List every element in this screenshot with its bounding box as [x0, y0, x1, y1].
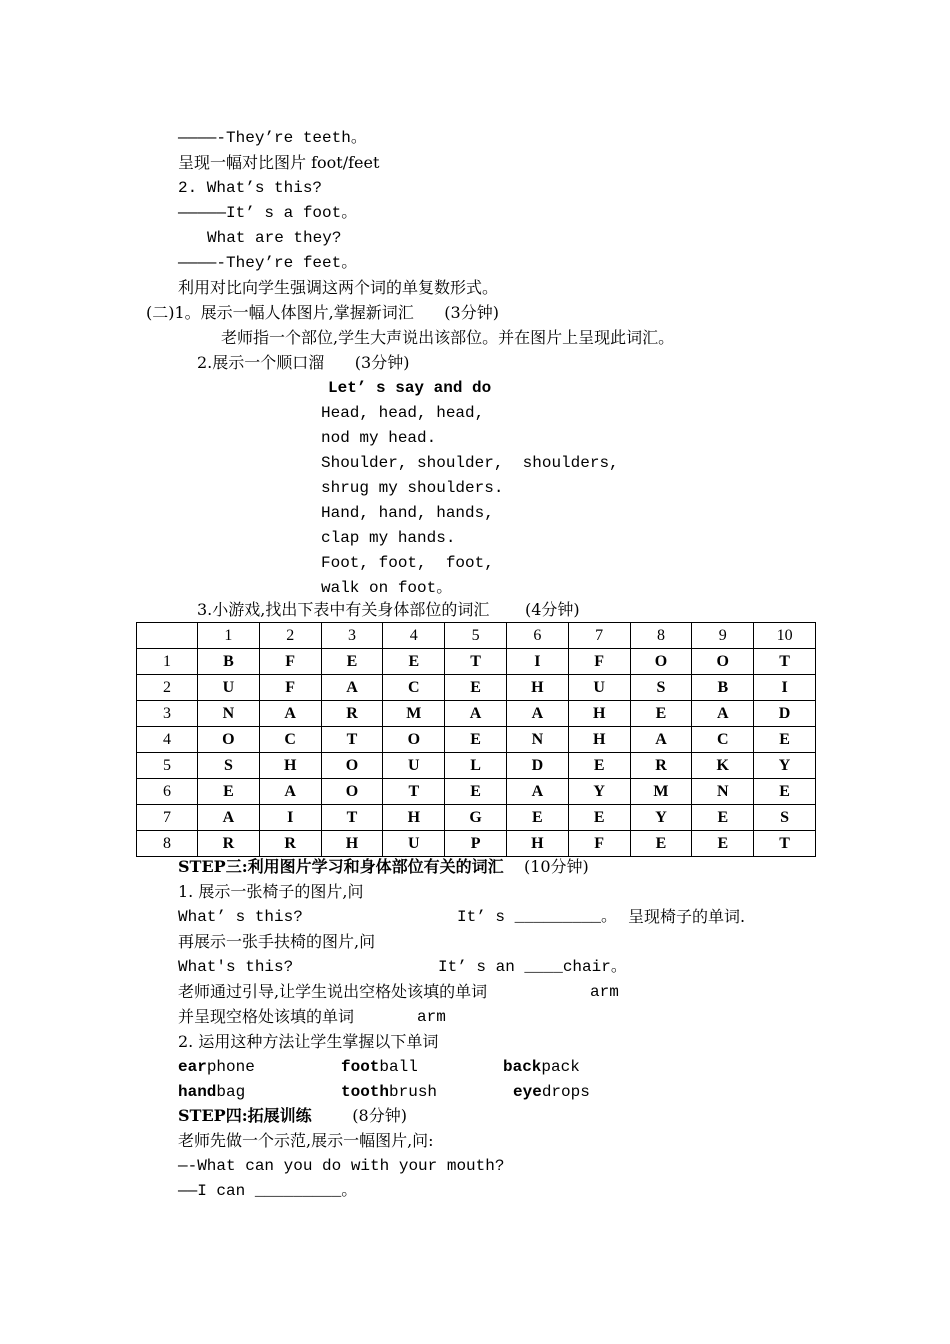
grid-header-cell: 10 — [754, 623, 816, 649]
step3-answer-2: It’ s an ____chair。 — [438, 958, 627, 976]
grid-letter-cell: T — [383, 779, 445, 805]
grid-letter-cell: D — [754, 701, 816, 727]
step3-guide: 老师通过引导,让学生说出空格处该填的单词 — [178, 982, 488, 1001]
grid-row-number: 1 — [137, 649, 198, 675]
chant-line: clap my hands. — [321, 529, 456, 547]
grid-letter-cell: A — [692, 701, 754, 727]
grid-letter-cell: E — [383, 649, 445, 675]
grid-row-number: 6 — [137, 779, 198, 805]
grid-letter-cell: M — [383, 701, 445, 727]
grid-row-number: 7 — [137, 805, 198, 831]
grid-letter-cell: E — [445, 779, 507, 805]
grid-letter-cell: H — [321, 831, 383, 857]
grid-letter-cell: A — [445, 701, 507, 727]
grid-letter-cell: S — [754, 805, 816, 831]
grid-letter-cell: A — [506, 779, 568, 805]
chant-line: nod my head. — [321, 429, 437, 447]
compare-foot-feet: 呈现一幅对比图片 foot/feet — [178, 153, 380, 172]
compound-word — [178, 1057, 255, 1077]
grid-letter-cell: B — [198, 649, 260, 675]
grid-letter-cell: U — [198, 675, 260, 701]
grid-letter-cell: E — [198, 779, 260, 805]
grid-letter-cell: E — [754, 727, 816, 753]
word-rest-part: bag — [216, 1083, 246, 1101]
word-bold-part: back — [503, 1058, 542, 1076]
step4-heading — [178, 1106, 407, 1126]
grid-letter-cell: Y — [568, 779, 630, 805]
teacher-point-instruction: 老师指一个部位,学生大声说出该部位。并在图片上呈现此词汇。 — [221, 328, 675, 347]
grid-letter-cell: N — [198, 701, 260, 727]
answer-feet: ————-They’re feet。 — [178, 254, 358, 272]
grid-header-cell: 6 — [506, 623, 568, 649]
word-rest-part: drops — [541, 1083, 590, 1101]
grid-letter-cell: O — [692, 649, 754, 675]
grid-letter-cell: T — [754, 649, 816, 675]
step3-show-word: 呈现椅子的单词. — [628, 907, 746, 926]
grid-letter-cell: A — [259, 701, 321, 727]
step4-demo: 老师先做一个示范,展示一幅图片,问: — [178, 1131, 434, 1150]
grid-row — [137, 675, 816, 701]
grid-header-cell: 8 — [630, 623, 692, 649]
step3-title: STEP三:利用图片学习和身体部位有关的词汇 — [178, 857, 504, 876]
grid-letter-cell: E — [568, 805, 630, 831]
grid-row-number: 3 — [137, 701, 198, 727]
chant-line: Foot, foot, foot, — [321, 554, 494, 572]
grid-row — [137, 701, 816, 727]
grid-letter-cell: R — [630, 753, 692, 779]
grid-letter-cell: Y — [754, 753, 816, 779]
step3-show-chair: 1. 展示一张椅子的图片,问 — [178, 882, 364, 901]
compound-word — [341, 1082, 437, 1102]
grid-header-row — [137, 623, 816, 649]
game-heading: 3.小游戏,找出下表中有关身体部位的词汇 (4分钟) — [197, 600, 580, 619]
contrast-note: 利用对比向学生强调这两个词的单复数形式。 — [178, 278, 499, 297]
step4-time: (8分钟) — [352, 1106, 407, 1125]
grid-letter-cell: N — [506, 727, 568, 753]
chant-line: Hand, hand, hands, — [321, 504, 494, 522]
grid-row — [137, 649, 816, 675]
answer-teeth: ————-They’re teeth。 — [178, 129, 367, 147]
grid-row-number: 2 — [137, 675, 198, 701]
step3-answer-1: It’ s _________。 — [457, 908, 618, 926]
grid-letter-cell: I — [259, 805, 321, 831]
grid-letter-cell: A — [630, 727, 692, 753]
section-two-heading: (二)1。展示一幅人体图片,掌握新词汇 (3分钟) — [146, 303, 499, 322]
word-rest-part: pack — [541, 1058, 580, 1076]
grid-letter-cell: F — [259, 675, 321, 701]
grid-letter-cell: N — [692, 779, 754, 805]
grid-letter-cell: H — [506, 831, 568, 857]
grid-letter-cell: R — [198, 831, 260, 857]
grid-letter-cell: C — [692, 727, 754, 753]
grid-row — [137, 805, 816, 831]
grid-row-number: 4 — [137, 727, 198, 753]
compound-word — [503, 1057, 580, 1077]
grid-row — [137, 831, 816, 857]
grid-letter-cell: E — [754, 779, 816, 805]
grid-letter-cell: O — [198, 727, 260, 753]
chant-line: shrug my shoulders. — [321, 479, 504, 497]
grid-letter-cell: T — [321, 805, 383, 831]
grid-letter-cell: E — [568, 753, 630, 779]
step3-guide-word: arm — [590, 983, 619, 1001]
grid-letter-cell: E — [321, 649, 383, 675]
grid-letter-cell: C — [259, 727, 321, 753]
word-bold-part: foot — [341, 1058, 380, 1076]
grid-letter-cell: Y — [630, 805, 692, 831]
grid-row-number: 8 — [137, 831, 198, 857]
question-what-are-they: What are they? — [207, 229, 342, 247]
grid-letter-cell: B — [692, 675, 754, 701]
grid-header-cell: 7 — [568, 623, 630, 649]
grid-letter-cell: O — [321, 779, 383, 805]
word-bold-part: hand — [178, 1083, 217, 1101]
compound-word — [341, 1057, 418, 1077]
grid-letter-cell: D — [506, 753, 568, 779]
question-whats-this: 2. What’s this? — [178, 179, 323, 197]
step3-question-2: What's this? — [178, 958, 294, 976]
grid-row — [137, 753, 816, 779]
grid-letter-cell: H — [506, 675, 568, 701]
grid-letter-cell: C — [383, 675, 445, 701]
word-rest-part: phone — [206, 1058, 255, 1076]
step4-question: —-What can you do with your mouth? — [178, 1157, 505, 1175]
chant-line: Shoulder, shoulder, shoulders, — [321, 454, 619, 472]
grid-letter-cell: P — [445, 831, 507, 857]
grid-letter-cell: E — [692, 805, 754, 831]
grid-letter-cell: H — [383, 805, 445, 831]
grid-letter-cell: E — [630, 831, 692, 857]
grid-letter-cell: F — [259, 649, 321, 675]
grid-letter-cell: I — [506, 649, 568, 675]
grid-letter-cell: T — [445, 649, 507, 675]
grid-letter-cell: A — [198, 805, 260, 831]
compound-word — [178, 1082, 245, 1102]
step3-present: 并呈现空格处该填的单词 — [178, 1007, 355, 1026]
grid-letter-cell: U — [383, 831, 445, 857]
grid-letter-cell: K — [692, 753, 754, 779]
grid-letter-cell: A — [321, 675, 383, 701]
grid-letter-cell: L — [445, 753, 507, 779]
chant-heading: 2.展示一个顺口溜 (3分钟) — [197, 353, 410, 372]
step3-show-armchair: 再展示一张手扶椅的图片,问 — [178, 932, 376, 951]
grid-letter-cell: A — [259, 779, 321, 805]
step3-heading — [178, 857, 589, 877]
grid-letter-cell: I — [754, 675, 816, 701]
grid-header-cell: 9 — [692, 623, 754, 649]
grid-letter-cell: S — [630, 675, 692, 701]
grid-row — [137, 727, 816, 753]
grid-letter-cell: H — [568, 701, 630, 727]
word-bold-part: tooth — [341, 1083, 390, 1101]
grid-letter-cell: F — [568, 649, 630, 675]
compound-word — [513, 1082, 590, 1102]
step3-present-word: arm — [417, 1008, 446, 1026]
word-search-grid — [136, 622, 816, 857]
grid-letter-cell: E — [506, 805, 568, 831]
word-bold-part: eye — [513, 1083, 542, 1101]
answer-foot: —————It’ s a foot。 — [178, 204, 358, 222]
grid-letter-cell: U — [568, 675, 630, 701]
grid-letter-cell: E — [445, 675, 507, 701]
grid-header-cell: 5 — [445, 623, 507, 649]
grid-letter-cell: E — [630, 701, 692, 727]
grid-letter-cell: T — [321, 727, 383, 753]
grid-letter-cell: O — [630, 649, 692, 675]
step4-title: STEP四:拓展训练 — [178, 1106, 312, 1125]
grid-letter-cell: T — [754, 831, 816, 857]
grid-letter-cell: G — [445, 805, 507, 831]
word-bold-part: ear — [178, 1058, 207, 1076]
chant-line: Head, head, head, — [321, 404, 485, 422]
grid-letter-cell: R — [321, 701, 383, 727]
grid-header-cell: 2 — [259, 623, 321, 649]
grid-row — [137, 779, 816, 805]
grid-letter-cell: O — [383, 727, 445, 753]
grid-letter-cell: M — [630, 779, 692, 805]
grid-letter-cell: A — [506, 701, 568, 727]
step3-time: (10分钟) — [523, 857, 589, 876]
grid-letter-cell: R — [259, 831, 321, 857]
grid-letter-cell: H — [259, 753, 321, 779]
grid-header-cell: 4 — [383, 623, 445, 649]
step3-question-1: What’ s this? — [178, 908, 303, 926]
word-rest-part: brush — [389, 1083, 438, 1101]
grid-header-cell: 3 — [321, 623, 383, 649]
step3-method: 2. 运用这种方法让学生掌握以下单词 — [178, 1032, 439, 1051]
grid-header-cell — [137, 623, 198, 649]
grid-letter-cell: S — [198, 753, 260, 779]
chant-line: walk on foot。 — [321, 579, 453, 597]
grid-letter-cell: F — [568, 831, 630, 857]
grid-letter-cell: U — [383, 753, 445, 779]
grid-letter-cell: H — [568, 727, 630, 753]
chant-title: Let’ s say and do — [328, 379, 492, 397]
word-rest-part: ball — [379, 1058, 418, 1076]
grid-row-number: 5 — [137, 753, 198, 779]
grid-header-cell: 1 — [198, 623, 260, 649]
grid-letter-cell: O — [321, 753, 383, 779]
grid-letter-cell: E — [692, 831, 754, 857]
grid-letter-cell: E — [445, 727, 507, 753]
step4-answer: ——I can _________。 — [178, 1182, 358, 1200]
